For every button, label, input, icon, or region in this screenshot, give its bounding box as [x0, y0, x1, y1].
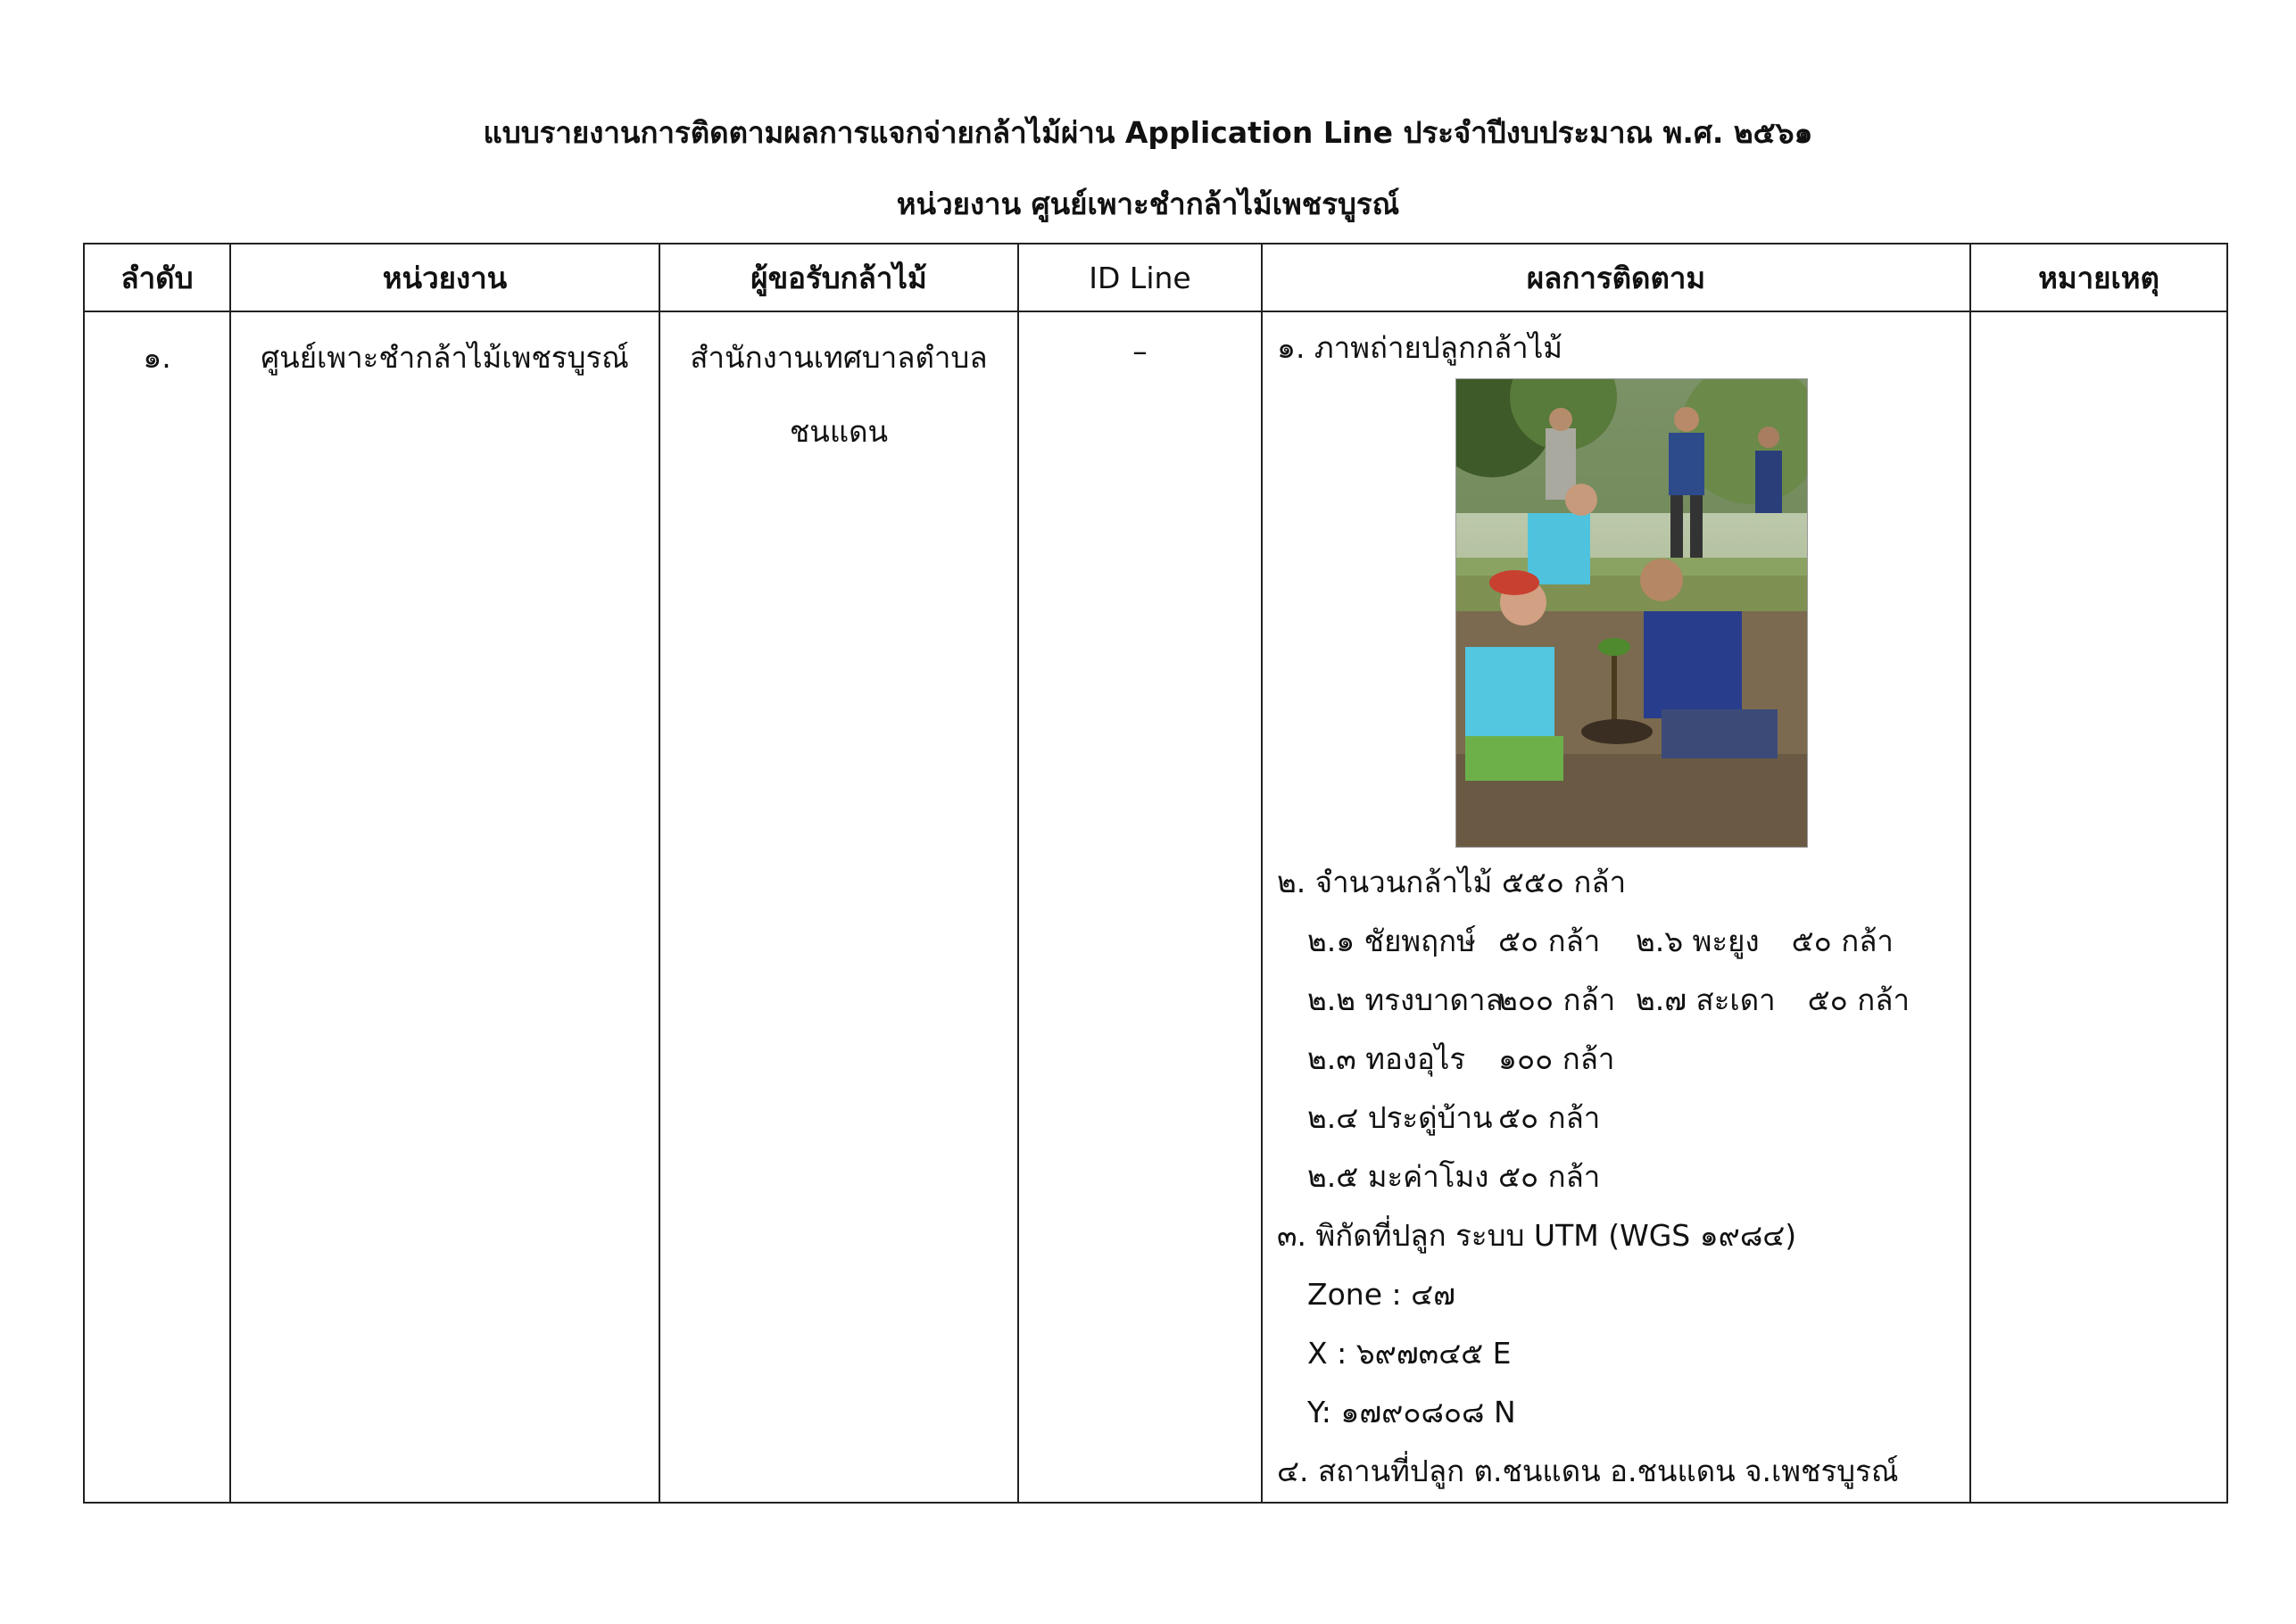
seedling-amount: ๕๐ กล้า: [1807, 982, 1910, 1017]
list-item: [1277, 971, 1969, 1030]
seedling-name: ๒.๕ มะค่าโมง: [1307, 1159, 1489, 1194]
cell-results: [1262, 311, 1970, 1503]
cell-unit: [230, 311, 659, 1503]
cell-id-line: [1018, 311, 1262, 1503]
seedling-amount: ๕๐ กล้า: [1498, 924, 1601, 958]
utm-zone: Zone : ๔๗: [1307, 1277, 1455, 1312]
list-item: [1277, 1089, 1969, 1148]
requester-line-1: สำนักงานเทศบาลตำบล: [690, 340, 988, 375]
planting-location: ๔. สถานที่ปลูก ต.ชนแดน อ.ชนแดน จ.เพชรบูรณ์: [1277, 1454, 1899, 1488]
col-header-unit: หน่วยงาน: [230, 244, 659, 311]
seedling-amount: ๒๐๐ กล้า: [1498, 982, 1616, 1017]
seedling-name: ๒.๔ ประดู่บ้าน: [1307, 1100, 1493, 1135]
seedling-name: ๒.๓ ทองอุไร: [1307, 1041, 1466, 1076]
list-item: [1277, 1030, 1969, 1089]
unit-name: ศูนย์เพาะชำกล้าไม้เพชรบูรณ์: [261, 340, 629, 375]
table-row: [84, 311, 2227, 1503]
row-number: ๑.: [143, 340, 171, 375]
photo-heading: ๑. ภาพถ่ายปลูกกล้าไม้: [1277, 330, 1563, 365]
seedling-amount: ๕๐ กล้า: [1498, 1100, 1601, 1135]
utm-x: X : ๖๙๗๓๔๕ E: [1307, 1336, 1512, 1371]
seedling-name: ๒.๒ ทรงบาดาล: [1307, 982, 1504, 1017]
col-header-no: ลำดับ: [84, 244, 230, 311]
report-title: แบบรายงานการติดตามผลการแจกจ่ายกล้าไม้ผ่าน Application Line ประจำปีงบประมาณ พ.ศ. ๒๕๖๑: [483, 115, 1813, 150]
utm-y: Y: ๑๗๙๐๘๐๘ N: [1307, 1395, 1516, 1429]
cell-no: [84, 311, 230, 1503]
cell-remark: [1970, 311, 2227, 1503]
col-header-remark: หมายเหตุ: [1970, 244, 2227, 311]
seedling-name: ๒.๖ พะยูง: [1636, 924, 1760, 958]
col-header-requester: ผู้ขอรับกล้าไม้: [659, 244, 1018, 311]
report-table: [83, 243, 2228, 1504]
table-header-row: [84, 244, 2227, 311]
report-unit-line: หน่วยงาน ศูนย์เพาะชำกล้าไม้เพชรบูรณ์: [896, 186, 1400, 221]
tree-planting-photo-icon: [1455, 378, 1808, 848]
seedling-amount: ๕๐ กล้า: [1791, 924, 1894, 958]
coordinate-heading: ๓. พิกัดที่ปลูก ระบบ UTM (WGS ๑๙๘๔): [1277, 1218, 1797, 1253]
seedling-name: ๒.๗ สะเดา: [1636, 982, 1776, 1017]
cell-requester: [659, 311, 1018, 1503]
quantity-heading: ๒. จำนวนกล้าไม้ ๕๕๐ กล้า: [1277, 865, 1627, 899]
list-item: [1277, 1148, 1969, 1206]
seedling-name: ๒.๑ ชัยพฤกษ์: [1307, 924, 1476, 958]
seedling-amount: ๑๐๐ กล้า: [1498, 1041, 1615, 1076]
col-header-id-line: ID Line: [1018, 244, 1262, 311]
list-item: [1277, 912, 1969, 971]
seedling-amount: ๕๐ กล้า: [1498, 1159, 1601, 1194]
col-header-results: ผลการติดตาม: [1262, 244, 1970, 311]
requester-line-2: ชนแดน: [789, 414, 889, 449]
id-line-value: –: [1132, 334, 1148, 369]
